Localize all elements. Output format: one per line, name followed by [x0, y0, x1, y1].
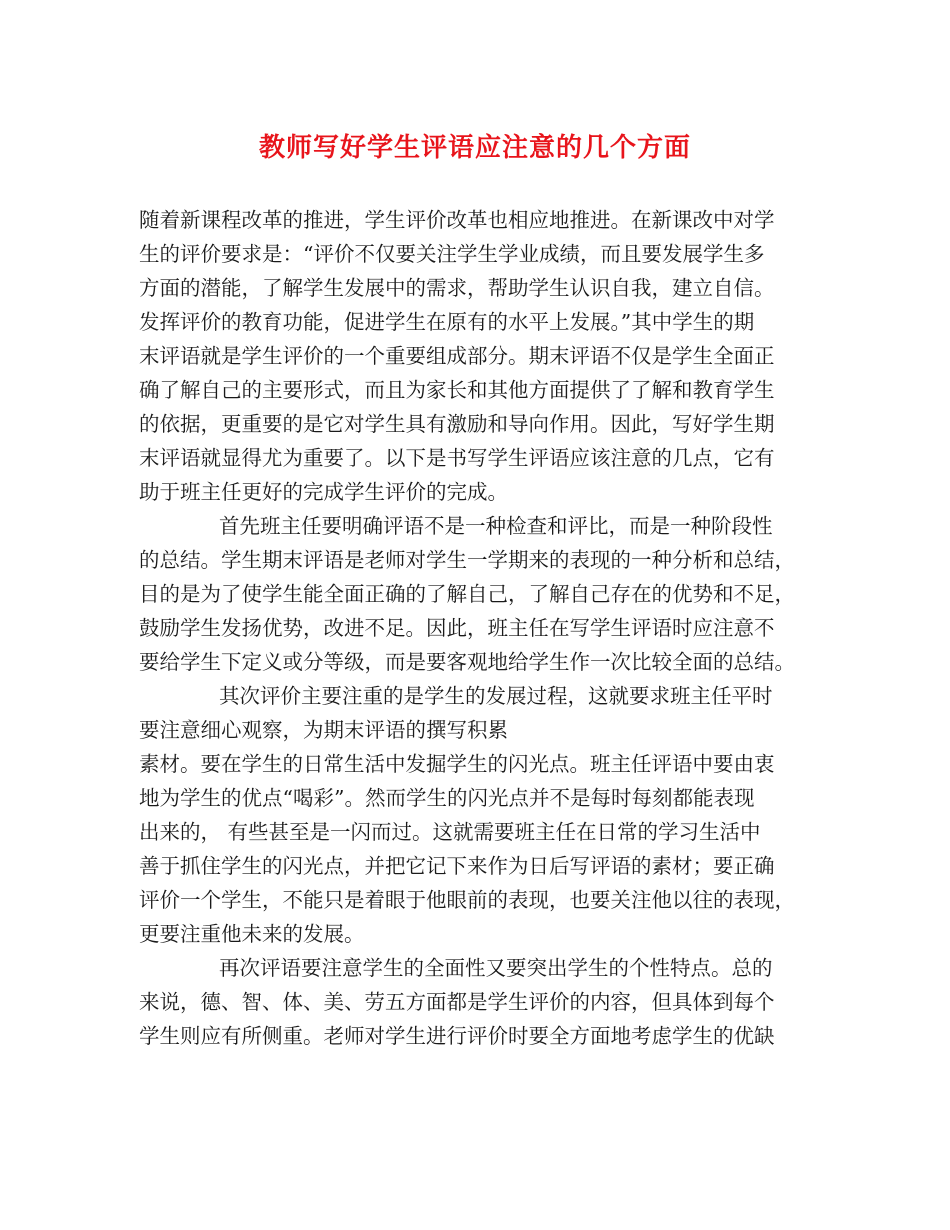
text-line: 方面的潜能，了解学生发展中的需求，帮助学生认识自我，建立自信。	[139, 276, 775, 300]
text-line: 评价一个学生，不能只是着眼于他眼前的表现，也要关注他以往的表现，	[139, 888, 795, 912]
text-line: 生的评价要求是：“评价不仅要关注学生学业成绩，而且要发展学生多	[139, 242, 765, 266]
document-title: 教师写好学生评语应注意的几个方面	[258, 133, 691, 163]
paragraph-first-line: 其次评价主要注重的是学生的发展过程，这就要求班主任平时	[219, 684, 773, 708]
text-line: 更要注重他未来的发展。	[139, 922, 365, 946]
paragraph-first-line: 再次评语要注意学生的全面性又要突出学生的个性特点。总的	[219, 956, 773, 980]
text-line: 的总结。学生期末评语是老师对学生一学期来的表现的一种分析和总结，	[139, 548, 795, 572]
text-line: 的依据，更重要的是它对学生具有激励和导向作用。因此，写好学生期	[139, 412, 775, 436]
document-body	[139, 203, 839, 1053]
text-line: 随着新课程改革的推进，学生评价改革也相应地推进。在新课改中对学	[139, 208, 775, 232]
text-line: 发挥评价的教育功能，促进学生在原有的水平上发展。”其中学生的期	[139, 310, 755, 334]
text-line: 确了解自己的主要形式，而且为家长和其他方面提供了了解和教育学生	[139, 378, 775, 402]
text-line: 末评语就显得尤为重要了。以下是书写学生评语应该注意的几点，它有	[139, 446, 775, 470]
text-line: 善于抓住学生的闪光点，并把它记下来作为日后写评语的素材；要正确	[139, 854, 775, 878]
paragraph-first-line: 首先班主任要明确评语不是一种检查和评比，而是一种阶段性	[219, 514, 773, 538]
text-line: 来说，德、智、体、美、劳五方面都是学生评价的内容，但具体到每个	[139, 990, 775, 1014]
text-line: 鼓励学生发扬优势，改进不足。因此，班主任在写学生评语时应注意不	[139, 616, 775, 640]
text-line: 助于班主任更好的完成学生评价的完成。	[139, 480, 508, 504]
text-line: 末评语就是学生评价的一个重要组成部分。期末评语不仅是学生全面正	[139, 344, 775, 368]
text-line: 学生则应有所侧重。老师对学生进行评价时要全方面地考虑学生的优缺	[139, 1024, 775, 1048]
text-line: 要给学生下定义或分等级，而是要客观地给学生作一次比较全面的总结。	[139, 650, 795, 674]
text-line: 出来的， 有些甚至是一闪而过。这就需要班主任在日常的学习生活中	[139, 820, 761, 844]
text-line: 要注意细心观察，为期末评语的撰写积累	[139, 718, 508, 742]
text-line: 地为学生的优点“喝彩”。然而学生的闪光点并不是每时每刻都能表现	[139, 786, 755, 810]
text-line: 素材。要在学生的日常生活中发掘学生的闪光点。班主任评语中要由衷	[139, 752, 775, 776]
text-line: 目的是为了使学生能全面正确的了解自己，了解自己存在的优势和不足，	[139, 582, 795, 606]
